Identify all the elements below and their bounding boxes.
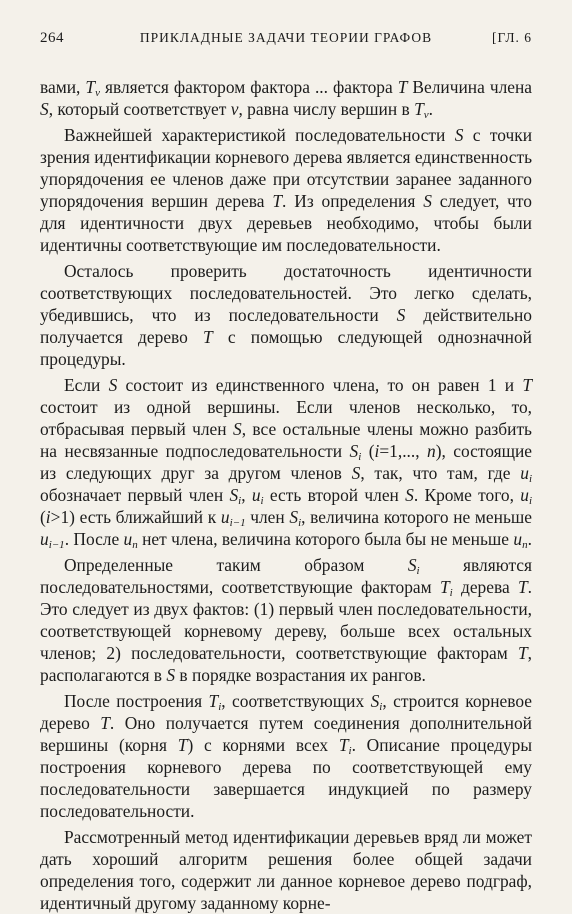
paragraph-2: Важнейшей характеристикой последовательности S с точки зрения идентификации корневого дерева является единственность упорядочения ее членов даже при отсутствии заранее заданного упорядочения вершин дерева T. Из определения S следует, что для идентичности двух деревьев необходимо, чтобы были идентичны соответствующие им последовательности. <box>40 125 532 255</box>
paragraph-1: вами, $T_v$ является фактором фактора ... фактора T Величина члена S, который соответствует v, равна числу вершин в $T_v$. <box>40 77 532 121</box>
paragraph-5: Определенные таким образом $S_i$ являются последовательностями, соответствующие факторам $T_i$ дерева T. Это следует из двух фактов: (1) первый член последовательности, соответствующей корневому дереву, больше всех остальных членов; 2) последовательности, соответствующие факторам T, располагаются в S в порядке возрастания их рангов. <box>40 555 532 685</box>
running-header <box>40 30 532 56</box>
page-number: 264 <box>40 30 64 46</box>
paragraph-4: Если S состоит из единственного члена, то он равен 1 и T состоит из одной вершины. Если членов несколько, то, отбрасывая первый член S, все остальные члены можно разбить на несвязанные подпоследовательности $S_i$ (i=1,..., n), состоящие из следующих друг за другом членов S, так, что там, где $u_i$ обозначает первый член $S_i$, $u_i$ есть второй член S. Кроме того, $u_i$ (i>1) есть ближайший к $u_{i-1}$ член $S_i$, величина которого не меньше $u_{i-1}$. После $u_n$ нет члена, величина которого была бы не меньше $u_n$. <box>40 375 532 551</box>
chapter-label: [ГЛ. 6 <box>492 30 532 45</box>
page-body <box>40 76 532 914</box>
paragraph-3: Осталось проверить достаточность идентичности соответствующих последовательностей. Это легко сделать, убедившись, что из последовательности S действительно получается дерево T с помощью следующей однозначной процедуры. <box>40 261 532 369</box>
paragraph-7: Рассмотренный метод идентификации деревьев вряд ли может дать хороший алгоритм решения более общей задачи определения того, содержит ли данное корневое дерево подграф, идентичный другому заданному корне- <box>40 827 532 913</box>
running-title: ПРИКЛАДНЫЕ ЗАДАЧИ ТЕОРИИ ГРАФОВ <box>139 30 433 45</box>
paragraph-6: После построения $T_i$, соответствующих $S_i$, строится корневое дерево T. Оно получается путем соединения дополнительной вершины (корня T) с корнями всех $T_i$. Описание процедуры построения корневого дерева по соответствующей ему последовательности завершается индукцией по размеру последовательности. <box>40 691 533 821</box>
